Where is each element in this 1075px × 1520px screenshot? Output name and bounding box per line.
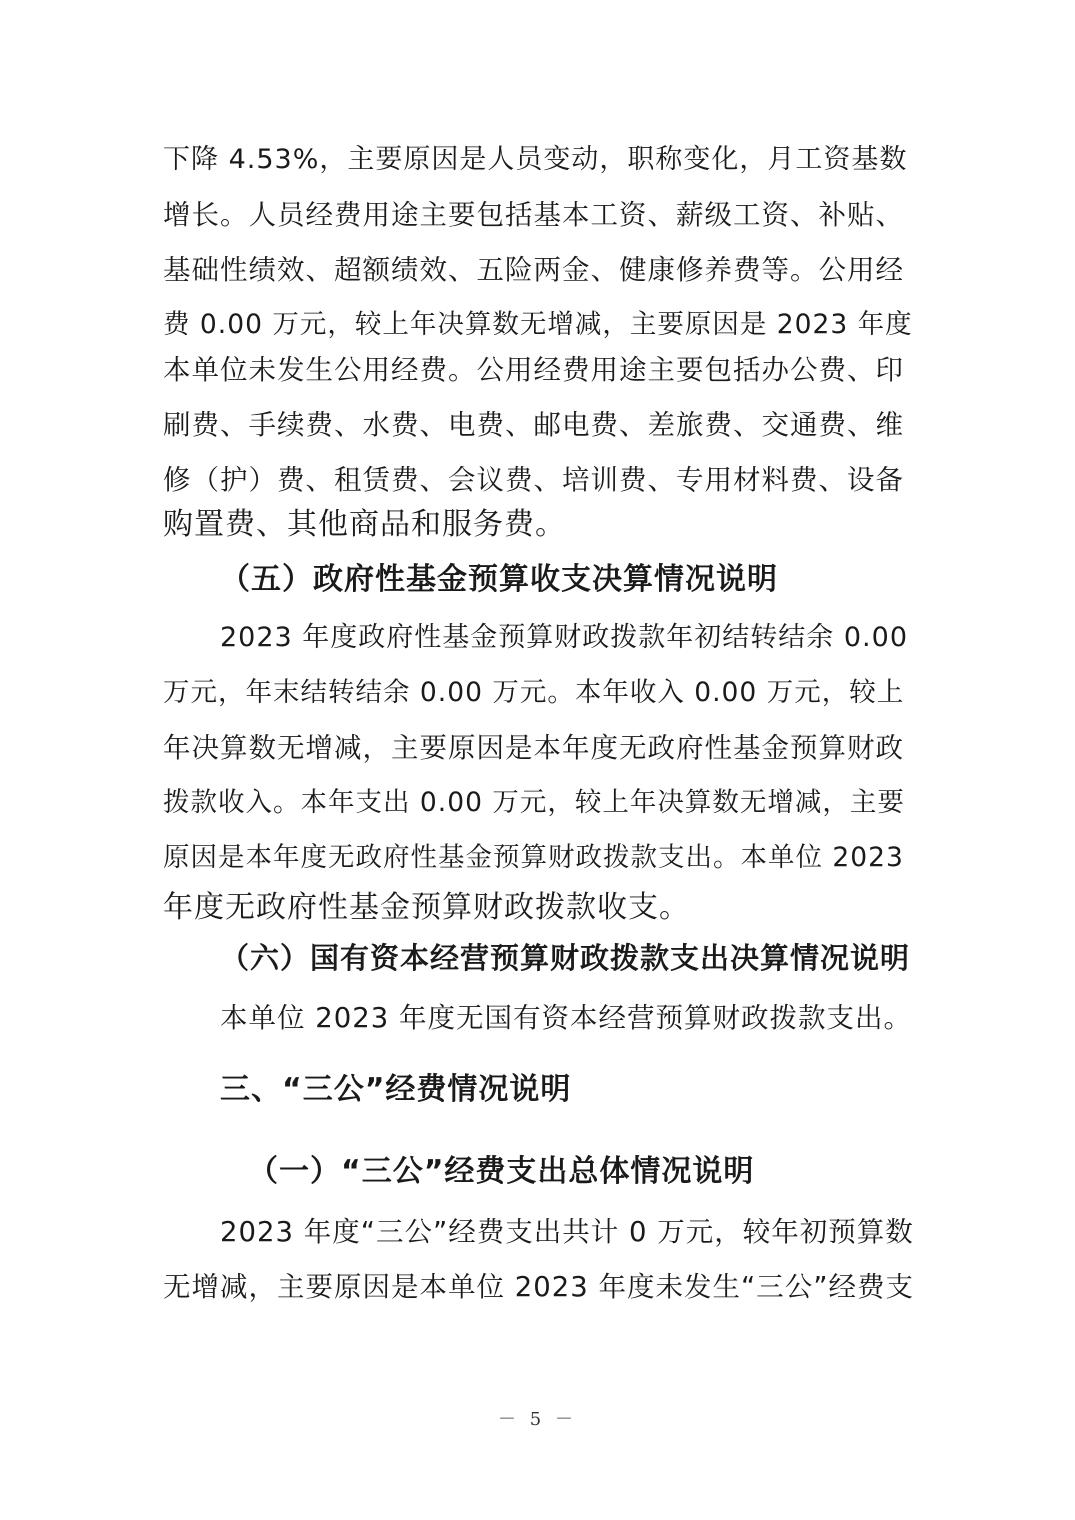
paragraph-line: 刷费、手续费、水费、电费、邮电费、差旅费、交通费、维 (163, 409, 904, 441)
paragraph-line: 修（护）费、租赁费、会议费、培训费、专用材料费、设备 (163, 464, 904, 496)
paragraph-line: 2023 年度政府性基金预算财政拨款年初结转结余 0.00 (220, 622, 908, 653)
paragraph-line: 本单位未发生公用经费。公用经费用途主要包括办公费、印 (163, 354, 904, 386)
section-heading-5: （五）政府性基金预算收支决算情况说明 (220, 562, 778, 597)
paragraph-line: 万元，年末结转结余 0.00 万元。本年收入 0.00 万元，较上 (163, 677, 905, 708)
paragraph-line: 购置费、其他商品和服务费。 (163, 507, 566, 542)
paragraph-line: 本单位 2023 年度无国有资本经营预算财政拨款支出。 (220, 1002, 912, 1034)
paragraph-line: 年决算数无增减，主要原因是本年度无政府性基金预算财政 (163, 732, 904, 764)
paragraph-line: 原因是本年度无政府性基金预算财政拨款支出。本单位 2023 (163, 842, 904, 873)
paragraph-line: 增长。人员经费用途主要包括基本工资、薪级工资、补贴、 (163, 199, 904, 231)
paragraph-line: 下降 4.53%，主要原因是人员变动，职称变化，月工资基数 (163, 144, 908, 175)
paragraph-line: 基础性绩效、超额绩效、五险两金、健康修养费等。公用经 (163, 254, 904, 286)
paragraph-line: 拨款收入。本年支出 0.00 万元，较上年决算数无增减，主要 (163, 787, 905, 818)
paragraph-line: 年度无政府性基金预算财政拨款收支。 (163, 890, 690, 925)
chapter-heading-3: 三、“三公”经费情况说明 (220, 1072, 572, 1107)
paragraph-line: 费 0.00 万元，较上年决算数无增减，主要原因是 2023 年度 (163, 309, 913, 340)
section-heading-1: （一）“三公”经费支出总体情况说明 (248, 1154, 755, 1189)
page-number: － 5 － (498, 1409, 577, 1430)
section-heading-6: （六）国有资本经营预算财政拨款支出决算情况说明 (220, 941, 911, 975)
paragraph-line: 2023 年度“三公”经费支出共计 0 万元，较年初预算数 (220, 1216, 914, 1248)
paragraph-line: 无增减，主要原因是本单位 2023 年度未发生“三公”经费支 (163, 1271, 914, 1303)
